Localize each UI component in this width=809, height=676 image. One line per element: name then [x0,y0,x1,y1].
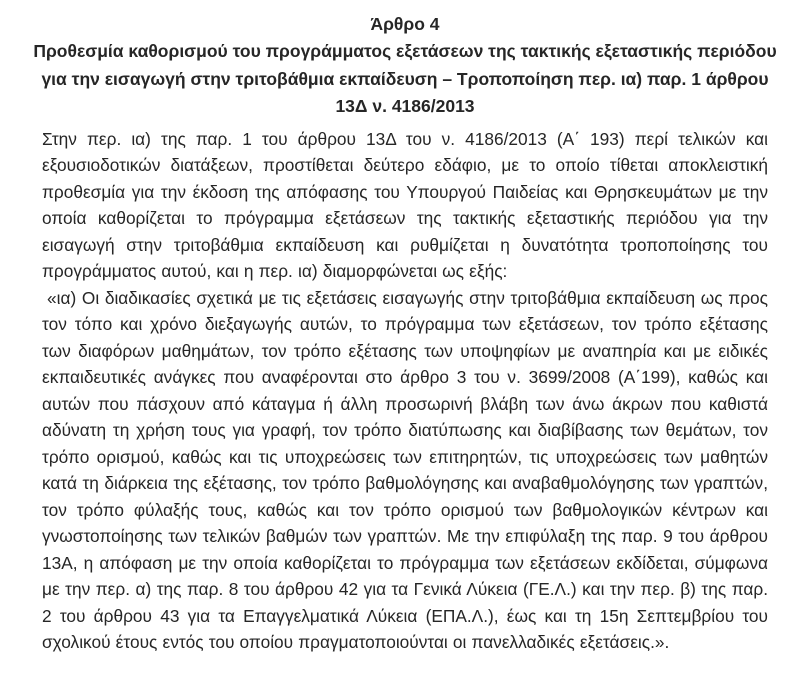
paragraph-amendment-intro: Στην περ. ια) της παρ. 1 του άρθρου 13Δ του ν. 4186/2013 (Α΄ 193) περί τελικών και εξουσιοδοτικών διατάξεων, προστίθεται δεύτερο εδάφιο, με το οποίο τίθεται αποκλειστική προθεσμία για την έκδοση της απόφασης του Υπουργού Παιδείας και Θρησκευμάτων με την οποία καθορίζεται το πρόγραμμα εξετάσεων της τακτικής εξεταστικής περιόδου για την εισαγωγή στην τριτοβάθμια εκπαίδευση και ρυθμίζεται η δυνατότητα τροποποίησης του προγράμματος αυτού, και η περ. ια) διαμορφώνεται ως εξής: [42,128,768,281]
article-number-heading: Άρθρο 4 [370,14,440,34]
article-title: Προθεσμία καθορισμού του προγράμματος εξετάσεων της τακτικής εξεταστικής περιόδου για την εισαγωγή στην τριτοβάθμια εκπαίδευση – Τροποποίηση περ. ια) παρ. 1 άρθρου 13Δ ν. 4186/2013 [33,41,777,116]
article-header [28,10,782,121]
paragraph-amended-provision: «ια) Οι διαδικασίες σχετικά με τις εξετάσεις εισαγωγής στην τριτοβάθμια εκπαίδευση ως προς τον τόπο και χρόνο διεξαγωγής αυτών, το πρόγραμμα των εξετάσεων, τον τρόπο εξέτασης των διαφόρων μαθημάτων, τον τρόπο εξέτασης των υποψηφίων με αναπηρία και με ειδικές εκπαιδευτικές ανάγκες που αναφέρονται στο άρθρο 3 του ν. 3699/2008 (Α΄199), καθώς και αυτών που πάσχουν από κάταγμα ή άλλη προσωρινή βλάβη των άνω άκρων που καθιστά αδύνατη τη χρήση τους για γραφή, τον τρόπο διατύπωσης και διαβίβασης των θεμάτων, τον τρόπο ορισμού, καθώς και τις υποχρεώσεις των επιτηρητών, τις υποχρεώσεις των μαθητών κατά τη διάρκεια της εξέτασης, τον τρόπο βαθμολόγησης και αναβαθμολόγησης των γραπτών, τον τρόπο φύλαξής τους, καθώς και τον τρόπο ορισμού των βαθμολογικών κέντρων και γνωστοποίησης των τελικών βαθμών των γραπτών. Με την επιφύλαξη της παρ. 9 του άρθρου 13Α, η απόφαση με την οποία καθορίζεται το πρόγραμμα των εξετάσεων εκδίδεται, σύμφωνα με την περ. α) της παρ. 8 του άρθρου 42 για τα Γενικά Λύκεια (ΓΕ.Λ.) και την περ. β) της παρ. 2 του άρθρου 43 για τα Επαγγελματικά Λύκεια (ΕΠΑ.Λ.), έως και τη 15η Σεπτεμβρίου του σχολικού έτους εντός του οποίου πραγματοποιούνται οι πανελλαδικές εξετάσεις.». [42,287,768,652]
article-body [42,126,768,656]
